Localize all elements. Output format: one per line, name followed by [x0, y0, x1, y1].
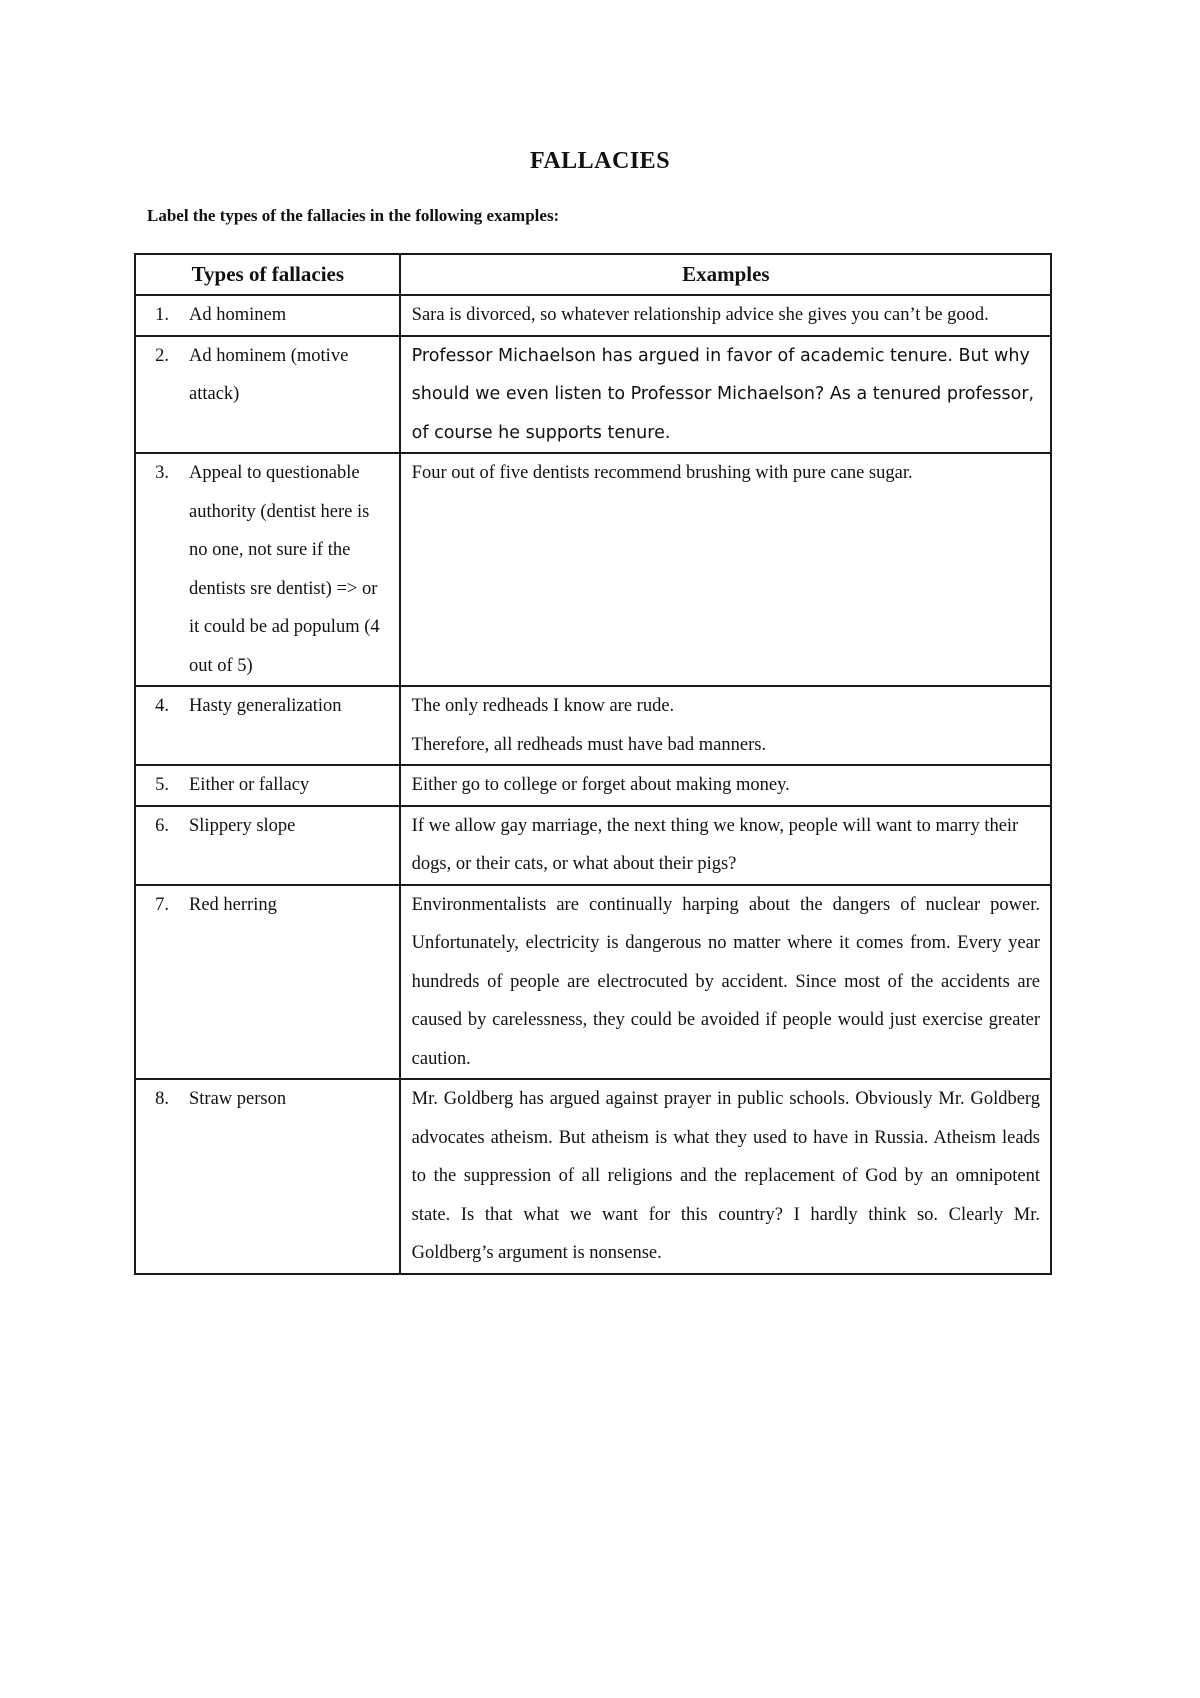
example-cell: Mr. Goldberg has argued against prayer in public schools. Obviously Mr. Goldberg advocates atheism. But atheism is what they used to have in Russia. Atheism leads to the suppression of all religions and the replacement of God by an omnipotent state. Is that what we want for this country? I hardly think so. Clearly Mr. Goldberg’s argument is nonsense. — [400, 1079, 1051, 1274]
table-row — [135, 453, 1051, 686]
row-number: 7. — [155, 894, 169, 915]
type-cell — [135, 453, 400, 686]
type-cell — [135, 686, 400, 765]
table-header-row — [135, 254, 1051, 295]
fallacy-type: Ad hominem — [189, 305, 287, 325]
row-number: 2. — [155, 345, 169, 366]
page-title: FALLACIES — [529, 148, 671, 174]
example-cell: If we allow gay marriage, the next thing we know, people will want to marry their dogs, or their cats, or what about their pigs? — [400, 806, 1051, 885]
example-line: The only redheads I know are rude. — [411, 696, 675, 716]
example-cell — [400, 686, 1051, 765]
fallacy-type: Ad hominem (motive attack) — [189, 345, 349, 404]
fallacies-table — [134, 253, 1052, 1275]
fallacy-type: Red herring — [189, 894, 277, 915]
fallacy-type: Straw person — [189, 1089, 287, 1109]
fallacy-type: Either or fallacy — [189, 775, 310, 795]
type-cell — [135, 765, 400, 806]
row-number: 5. — [155, 775, 169, 795]
table-row — [135, 885, 1051, 1080]
row-number: 8. — [155, 1089, 169, 1109]
fallacy-type: Slippery slope — [189, 815, 296, 836]
instruction-text: Label the types of the fallacies in the following examples: — [147, 206, 560, 225]
example-cell: Four out of five dentists recommend brushing with pure cane sugar. — [400, 453, 1051, 686]
header-examples: Examples — [400, 254, 1051, 295]
table-row — [135, 765, 1051, 806]
type-cell — [135, 336, 400, 454]
fallacy-type: Appeal to questionable authority (dentist here is no one, not sure if the dentists sre dentist) => or it could be ad populum (4 out of 5) — [189, 463, 380, 676]
example-line: Therefore, all redheads must have bad manners. — [411, 734, 767, 755]
example-cell: Either go to college or forget about making money. — [400, 765, 1051, 806]
table-row — [135, 1079, 1051, 1274]
table-row — [135, 295, 1051, 336]
table-row — [135, 686, 1051, 765]
example-cell: Sara is divorced, so whatever relationship advice she gives you can’t be good. — [400, 295, 1051, 336]
row-number: 1. — [155, 305, 169, 325]
type-cell — [135, 885, 400, 1080]
type-cell — [135, 1079, 400, 1274]
type-cell — [135, 806, 400, 885]
table-row — [135, 336, 1051, 454]
example-cell: Professor Michaelson has argued in favor of academic tenure. But why should we even listen to Professor Michaelson? As a tenured professor, of course he supports tenure. — [400, 336, 1051, 454]
type-cell — [135, 295, 400, 336]
header-types: Types of fallacies — [135, 254, 400, 295]
example-cell: Environmentalists are continually harping about the dangers of nuclear power. Unfortunately, electricity is dangerous no matter where it comes from. Every year hundreds of people are electrocuted by accident. Since most of the accidents are caused by carelessness, they could be avoided if people would just exercise greater caution. — [400, 885, 1051, 1080]
row-number: 3. — [155, 463, 169, 483]
row-number: 4. — [155, 696, 169, 716]
fallacy-type: Hasty generalization — [189, 696, 342, 716]
row-number: 6. — [155, 815, 169, 836]
table-row — [135, 806, 1051, 885]
